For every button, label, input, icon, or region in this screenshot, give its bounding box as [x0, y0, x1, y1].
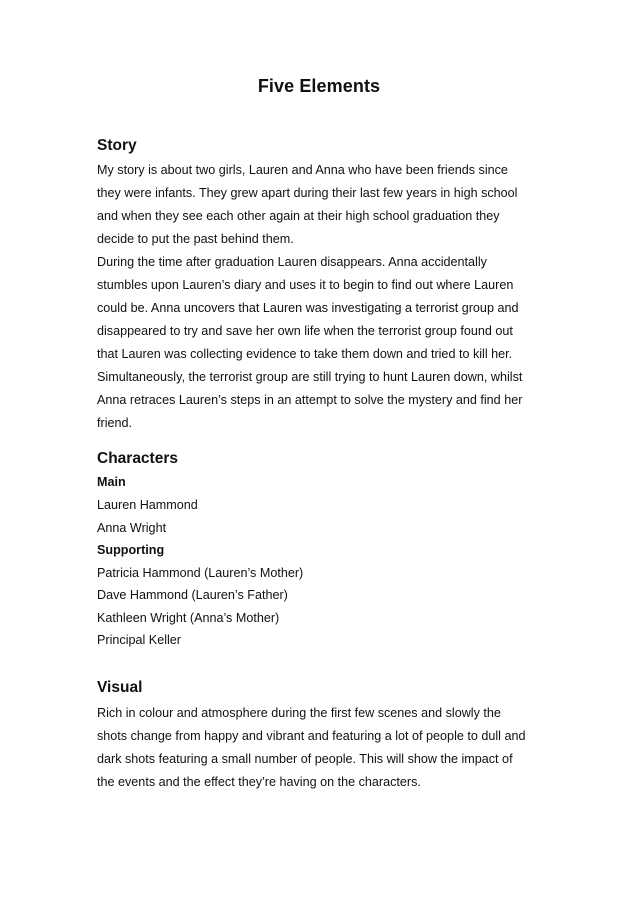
character-item: Lauren Hammond: [97, 498, 198, 512]
story-line: Simultaneously, the terrorist group are still trying to hunt Lauren down, whilst: [97, 370, 523, 384]
visual-line: Rich in colour and atmosphere during the first few scenes and slowly the: [97, 706, 501, 720]
characters-heading: Characters: [97, 450, 178, 467]
visual-line: dark shots featuring a small number of people. This will show the impact of: [97, 752, 513, 766]
story-line: decide to put the past behind them.: [97, 232, 294, 246]
story-line: that Lauren was collecting evidence to take them down and tried to kill her.: [97, 347, 513, 361]
story-heading: Story: [97, 137, 137, 154]
story-line: During the time after graduation Lauren disappears. Anna accidentally: [97, 255, 487, 269]
story-line: stumbles upon Lauren’s diary and uses it to begin to find out where Lauren: [97, 278, 514, 292]
character-item: Kathleen Wright (Anna’s Mother): [97, 611, 280, 625]
story-line: friend.: [97, 416, 133, 430]
story-line: disappeared to try and save her own life when the terrorist group found out: [97, 324, 513, 338]
story-line: and when they see each other again at their high school graduation they: [97, 209, 500, 223]
visual-heading: Visual: [97, 679, 143, 696]
story-line: My story is about two girls, Lauren and Anna who have been friends since: [97, 163, 508, 177]
document-title: Five Elements: [257, 76, 381, 96]
character-item: Patricia Hammond (Lauren’s Mother): [97, 566, 304, 580]
story-line: could be. Anna uncovers that Lauren was investigating a terrorist group and: [97, 301, 519, 315]
supporting-characters-label: Supporting: [97, 543, 165, 557]
story-line: Anna retraces Lauren’s steps in an attempt to solve the mystery and find her: [97, 393, 523, 407]
character-item: Anna Wright: [97, 521, 167, 535]
visual-line: shots change from happy and vibrant and featuring a lot of people to dull and: [97, 729, 526, 743]
character-item: Dave Hammond (Lauren’s Father): [97, 588, 288, 602]
story-line: they were infants. They grew apart during their last few years in high school: [97, 186, 518, 200]
visual-line: the events and the effect they’re having on the characters.: [97, 775, 421, 789]
character-item: Principal Keller: [97, 633, 181, 647]
main-characters-label: Main: [97, 475, 126, 489]
